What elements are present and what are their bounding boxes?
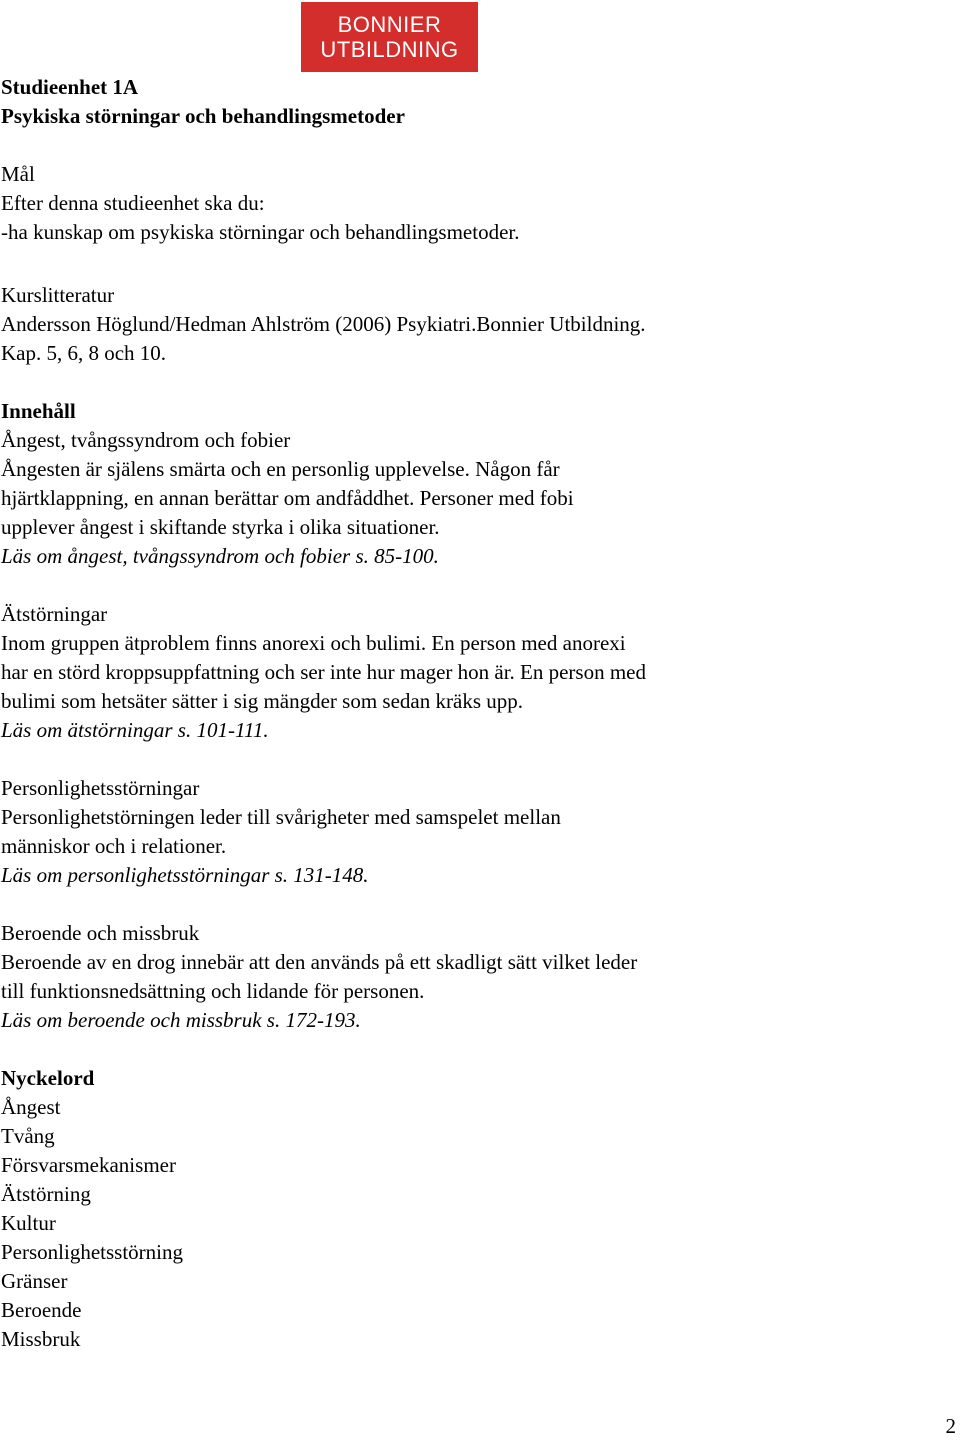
goal-intro: Efter denna studieenhet ska du: bbox=[1, 191, 265, 215]
page-title: Psykiska störningar och behandlingsmetoder bbox=[1, 104, 405, 128]
keyword-item: Kultur bbox=[1, 1211, 56, 1235]
keywords-heading: Nyckelord bbox=[1, 1066, 95, 1090]
section-reading-ref: Läs om beroende och missbruk s. 172-193. bbox=[1, 1008, 361, 1032]
literature-line: Andersson Höglund/Hedman Ahlström (2006) Psykiatri.Bonnier Utbildning. bbox=[1, 312, 646, 336]
keyword-item: Ångest bbox=[1, 1095, 61, 1119]
keyword-item: Gränser bbox=[1, 1269, 68, 1293]
goal-heading: Mål bbox=[1, 162, 35, 186]
content-heading: Innehåll bbox=[1, 399, 76, 423]
section-reading-ref: Läs om ångest, tvångssyndrom och fobier s. 85-100. bbox=[1, 544, 439, 568]
section-title: Personlighetsstörningar bbox=[1, 776, 200, 800]
keyword-item: Ätstörning bbox=[1, 1182, 91, 1206]
content-section bbox=[1, 600, 901, 745]
section-title: Ångest, tvångssyndrom och fobier bbox=[1, 428, 291, 452]
section-text: bulimi som hetsäter sätter i sig mängder som sedan kräks upp. bbox=[1, 689, 523, 713]
section-text: hjärtklappning, en annan berättar om andfåddhet. Personer med fobi bbox=[1, 486, 574, 510]
keyword-item: Missbruk bbox=[1, 1327, 81, 1351]
section-title: Ätstörningar bbox=[1, 602, 108, 626]
logo-line-2: UTBILDNING bbox=[320, 37, 459, 62]
keyword-item: Personlighetsstörning bbox=[1, 1240, 183, 1264]
section-title: Beroende och missbruk bbox=[1, 921, 200, 945]
keyword-item: Tvång bbox=[1, 1124, 55, 1148]
section-reading-ref: Läs om personlighetsstörningar s. 131-148. bbox=[1, 863, 369, 887]
section-text: till funktionsnedsättning och lidande för personen. bbox=[1, 979, 425, 1003]
section-text: Ångesten är själens smärta och en personlig upplevelse. Någon får bbox=[1, 457, 560, 481]
content-section bbox=[1, 774, 901, 890]
document-body bbox=[1, 73, 901, 1354]
keyword-item: Beroende bbox=[1, 1298, 82, 1322]
keyword-list bbox=[1, 1093, 901, 1354]
section-text: människor och i relationer. bbox=[1, 834, 227, 858]
content-section bbox=[1, 919, 901, 1035]
unit-heading: Studieenhet 1A bbox=[1, 75, 139, 99]
content-section bbox=[1, 426, 901, 571]
section-text: Beroende av en drog innebär att den används på ett skadligt sätt vilket leder bbox=[1, 950, 638, 974]
bonnier-utbildning-logo bbox=[301, 2, 478, 72]
keyword-item: Försvarsmekanismer bbox=[1, 1153, 176, 1177]
literature-heading: Kurslitteratur bbox=[1, 283, 115, 307]
logo-line-1: BONNIER bbox=[337, 12, 442, 37]
section-text: Personlighetstörningen leder till svårigheter med samspelet mellan bbox=[1, 805, 561, 829]
literature-line: Kap. 5, 6, 8 och 10. bbox=[1, 341, 167, 365]
goal-item: -ha kunskap om psykiska störningar och behandlingsmetoder. bbox=[1, 220, 520, 244]
page-number: 2 bbox=[945, 1414, 956, 1438]
section-text: upplever ångest i skiftande styrka i olika situationer. bbox=[1, 515, 440, 539]
section-text: Inom gruppen ätproblem finns anorexi och bulimi. En person med anorexi bbox=[1, 631, 626, 655]
section-reading-ref: Läs om ätstörningar s. 101-111. bbox=[1, 718, 269, 742]
section-text: har en störd kroppsuppfattning och ser inte hur mager hon är. En person med bbox=[1, 660, 647, 684]
